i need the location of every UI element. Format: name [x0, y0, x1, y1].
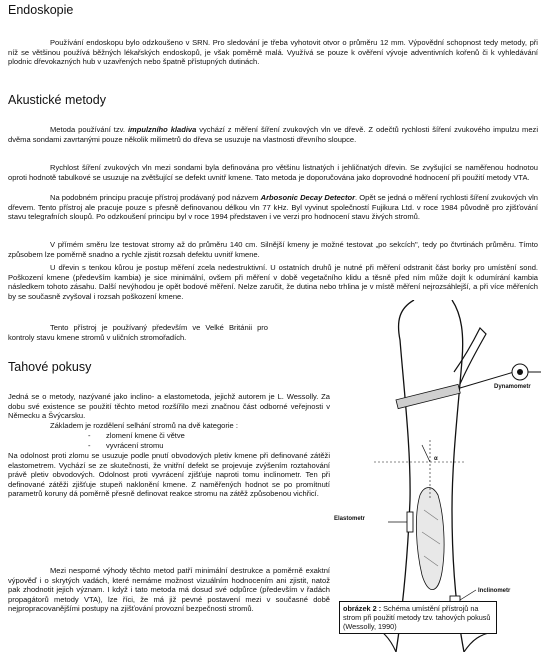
paragraph-kategorie: Základem je rozdělení selhání stromů na dvě kategorie :: [50, 421, 238, 430]
elastometr-sensor: [407, 512, 413, 532]
dynamometer-center: [517, 369, 523, 375]
branch-outline: [454, 328, 486, 384]
label-elastometr: Elastometr: [334, 516, 366, 522]
paragraph-odolnost-zlom: Na odolnost proti zlomu se usuzuje podle pnutí obvodových pletiv kmene při definované zátěži elastometrem. Vychází se ze skutečnosti, že vnitřní defekt se projevuje zvýšením roztahování právě pletiv obvodových. Odolnost proti vyvrácení zjišťuje naproti tomu inclinometr. Ten při definované zátěži zjišťuje stupeň naklonění kmene. Z naměřených hodnot se po promítnutí parametrů koruny dá poměrně přesně definovat reakce stromu na zátěž způsobenou vichřicí.: [8, 451, 330, 499]
figure-tahove-pokusy: [334, 300, 541, 652]
label-alpha: α: [434, 456, 438, 462]
failure-categories-list: [88, 431, 185, 450]
paragraph-vyhody: Mezi nesporné výhody těchto metod patří minimální destrukce a poměrně exaktní výpověď i o skrytých vadách, které nemáme možnost vizuálním hodnocením ani zjistit, natož pak zhodnotit jejich význam. I když i tato metoda má dosud své odpůrce (především v řadách propagátorů metody VTA), lze říci, že má již pevné postavení mezi v současné době nejpropracovanějšími postupy na zjišťování provozní bezpečnosti stromů.: [8, 566, 330, 614]
list-item: - zlomení kmene či větve: [88, 431, 185, 441]
list-item: - vyvrácení stromu: [88, 441, 185, 451]
caption-label: obrázek 2 :: [343, 604, 382, 613]
paragraph-tenka-kura: U dřevin s tenkou kůrou je postup měření zcela nedestruktivní. U ostatních druhů je nutné při měření odstranit část borky pro umístění sond. Poškození kmene (především kambia) je sice minimální, ovšem při měření v době vegetačního klidu a těsně před ním může dojít k odumírání kambia následkem tohoto zásahu. Další nevýhodou je opět bodové měření. Nelze zaručit, že dutina nebo trhlina je v místě měření nejrozsáhlejší, a při více měřeních by se současně zvyšoval i rozsah poškození kmene.: [8, 263, 538, 301]
paragraph-primy-smer: V přímém směru lze testovat stromy až do průměru 140 cm. Silnější kmeny je možné testovat „po sekcích", tedy po čtvrtinách průměru. Tímto způsobem lze poměrně snadno a rychle zjistit rozsah defektu uvnitř kmene.: [8, 240, 538, 259]
trunk-left-outline: [396, 300, 414, 652]
paragraph-impulzni-kladivo: Metoda používání tzv. impulzního kladiva vychází z měření šíření zvukových vln ve dřevě. Z odečtů rychlosti šíření zvukového impulzu mezi dvěma sondami zavrtanými pouze několik milimetrů do dřeva se usuzuje na vlastnosti dřevního sloupce.: [8, 125, 538, 144]
heading-tahove-pokusy: Tahové pokusy: [8, 360, 92, 374]
decay-cavity: [416, 487, 444, 589]
label-dynamometr: Dynamometr: [494, 384, 531, 390]
paragraph-endoskopie: Používání endoskopu bylo odzkoušeno v SRN. Pro sledování je třeba vyhotovit otvor o průměru 12 mm. Výpovědní schopnost tedy metody, při níž se většinou používá běžných lékařských endoskopů, je však poměrně malá. Využívá se pouze k ověření vývoje adventivních kořenů či k vyhledávání plodnic dřevokazných hub v uzavřených nebo špatně přístupných dutinách.: [8, 38, 538, 67]
paragraph-rychlost-sireni: Rychlost šíření zvukových vln mezi sondami byla definována pro většinu listnatých i jehličnatých dřevin. Se zvyšující se naměřenou hodnotou oproti hodnotě tabulkové se usuzuje na zvětšující se defekt uvnitř kmene. Tato metoda je doporučována jako doprovodné hodnocení při použití metody VTA.: [8, 163, 538, 182]
term-arbosonic: Arbosonic Decay Detector: [260, 193, 356, 202]
paragraph-arbosonic: Na podobném principu pracuje přístroj prodávaný pod názvem Arbosonic Decay Detector. Opět se jedná o měření rychlosti šíření zvukových vln dřevem. Tento přístroj ale pracuje pouze s přesně definovanou délkou vln 77 kHz. Byl vyvinut společností Fujikura Ltd. v roce 1984 původně pro zjišťování stavu telegrafních sloupů. Po odzkoušení principu byl v roce 1994 představen i ve verzi pro hodnocení stavu živých stromů.: [8, 193, 538, 222]
tree-diagram: [334, 300, 541, 652]
heading-akusticke-metody: Akustické metody: [8, 93, 106, 107]
paragraph-velka-britanie: Tento přístroj je používaný především ve Velké Británii pro kontroly stavu kmene stromů v uličních stromořadích.: [8, 323, 268, 342]
term-impulzni-kladivo: impulzního kladiva: [127, 125, 197, 134]
caption-text: Schéma umístění přístrojů na strom při použití metody tzv. tahových pokusů (Wessolly, 1990): [343, 604, 491, 631]
label-inclinometr: Inclinometr: [478, 588, 511, 594]
paragraph-wessolly: Jedná se o metody, nazývané jako inclino- a elastometoda, jejichž autorem je L. Wessolly. Za dobu své existence se použití těchto metod rozšířilo mezi značnou část odborné veřejnosti v Německu a Švýcarsku.: [8, 392, 330, 421]
figure-caption: [339, 601, 497, 634]
root-right: [464, 632, 494, 652]
rope-strap: [396, 384, 460, 408]
angle-line: [422, 445, 430, 462]
heading-endoskopie: Endoskopie: [8, 3, 74, 17]
inclinometr-pointer: [460, 590, 476, 600]
